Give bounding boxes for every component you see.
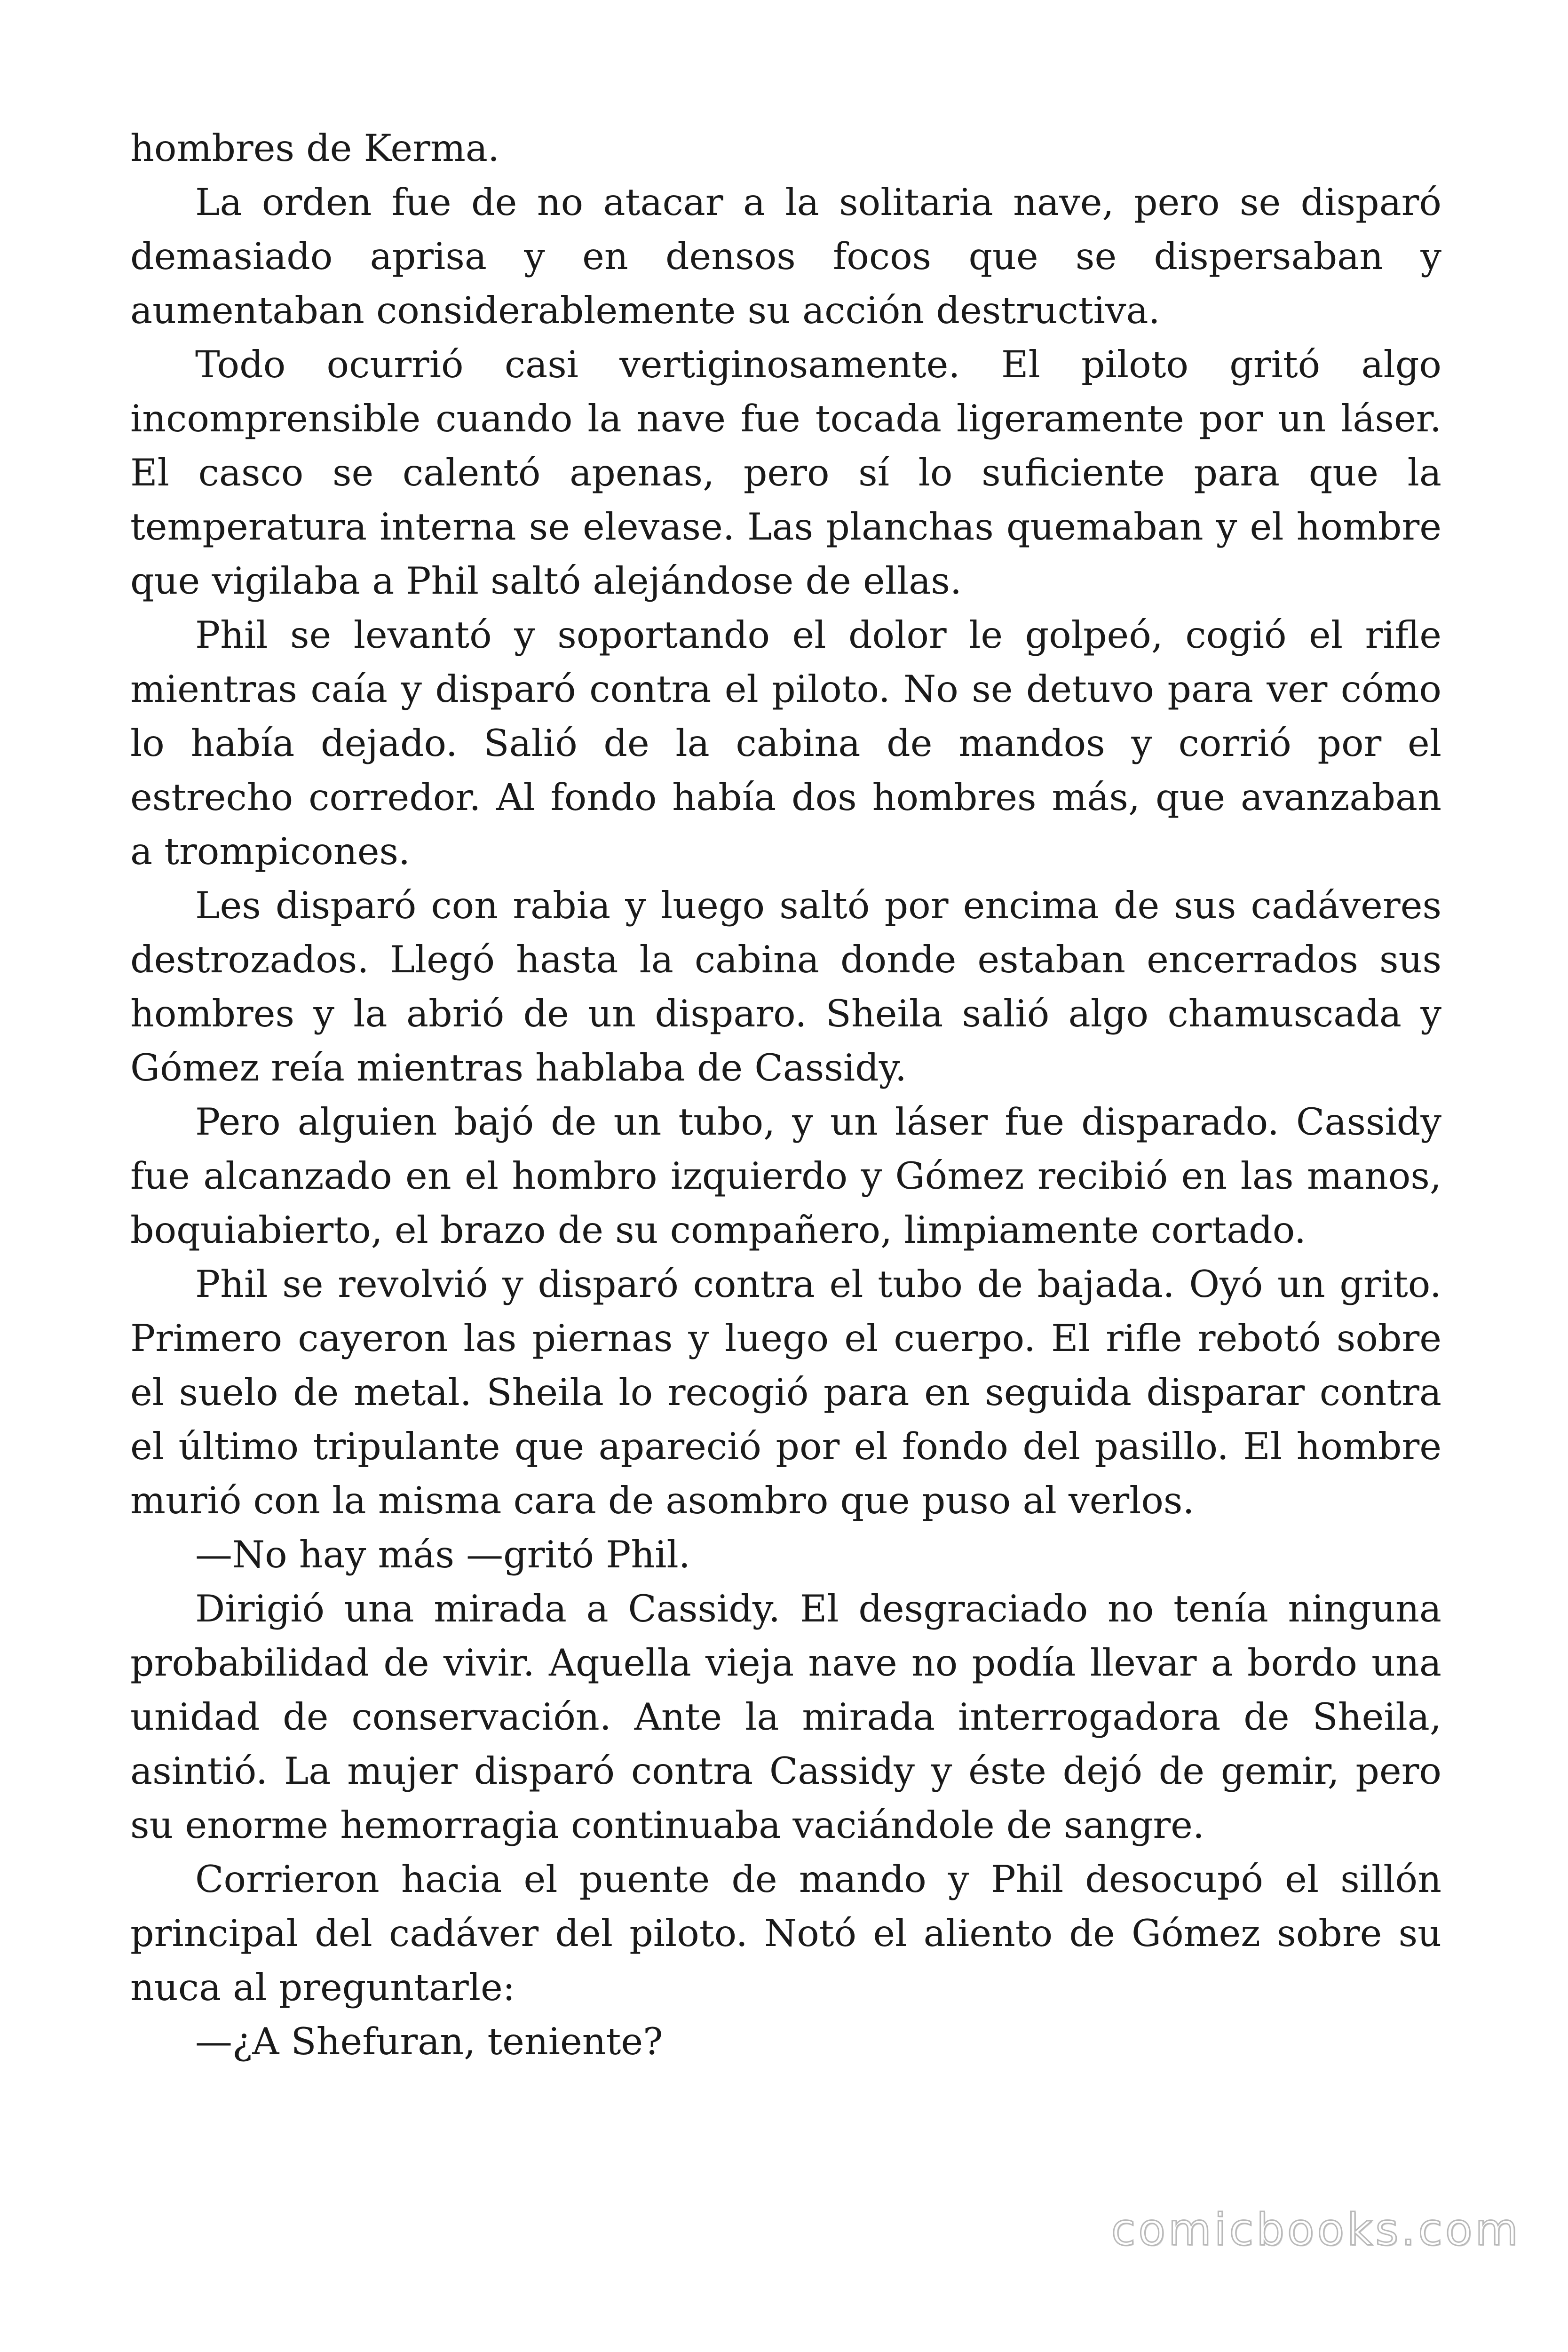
paragraph-4: Phil se levantó y soportando el dolor le golpeó, cogió el rifle mientras caía y disparó contra el piloto. No se detuvo para ver cómo lo había dejado. Salió de la cabina de mandos y corrió por el estrecho corredor. Al fondo había dos hombres más, que avanzaban a trompicones. (130, 613, 1441, 873)
paragraph-7: Phil se revolvió y disparó contra el tubo de bajada. Oyó un grito. Primero cayeron las piernas y luego el cuerpo. El rifle rebotó sobre el suelo de metal. Sheila lo recogió para en seguida disparar contra el último tripulante que apareció por el fondo del pasillo. El hombre murió con la misma cara de asombro que puso al verlos. (130, 1263, 1441, 1522)
paragraph-1: hombres de Kerma. (130, 127, 500, 170)
paragraph-9: Dirigió una mirada a Cassidy. El desgraciado no tenía ninguna probabilidad de vivir. Aquella vieja nave no podía llevar a bordo una unidad de conservación. Ante la mirada interrogadora de Sheila, asintió. La mujer disparó contra Cassidy y éste dejó de gemir, pero su enorme hemorragia continuaba vaciándole de sangre. (130, 1587, 1441, 1847)
paragraph-8: —No hay más —gritó Phil. (195, 1533, 690, 1576)
paragraph-11: —¿A Shefuran, teniente? (195, 2020, 663, 2063)
paragraph-5: Les disparó con rabia y luego saltó por encima de sus cadáveres destrozados. Llegó hasta la cabina donde estaban encerrados sus hombres y la abrió de un disparo. Sheila salió algo chamuscada y Gómez reía mientras hablaba de Cassidy. (130, 884, 1441, 1089)
body-text (130, 121, 1441, 2069)
paragraph-10: Corrieron hacia el puente de mando y Phil desocupó el sillón principal del cadáver del piloto. Notó el aliento de Gómez sobre su nuca al preguntarle: (130, 1858, 1441, 2009)
paragraph-3: Todo ocurrió casi vertiginosamente. El piloto gritó algo incomprensible cuando la nave fue tocada ligeramente por un láser. El casco se calentó apenas, pero sí lo suficiente para que la temperatura interna se elevase. Las planchas quemaban y el hombre que vigilaba a Phil saltó alejándose de ellas. (130, 343, 1441, 603)
watermark: comicbooks.com (1111, 2204, 1521, 2256)
paragraph-2: La orden fue de no atacar a la solitaria nave, pero se disparó demasiado aprisa y en densos focos que se dispersaban y aumentaban considerablemente su acción destructiva. (130, 181, 1441, 332)
paragraph-6: Pero alguien bajó de un tubo, y un láser fue disparado. Cassidy fue alcanzado en el hombro izquierdo y Gómez recibió en las manos, boquiabierto, el brazo de su compañero, limpiamente cortado. (130, 1100, 1441, 1252)
